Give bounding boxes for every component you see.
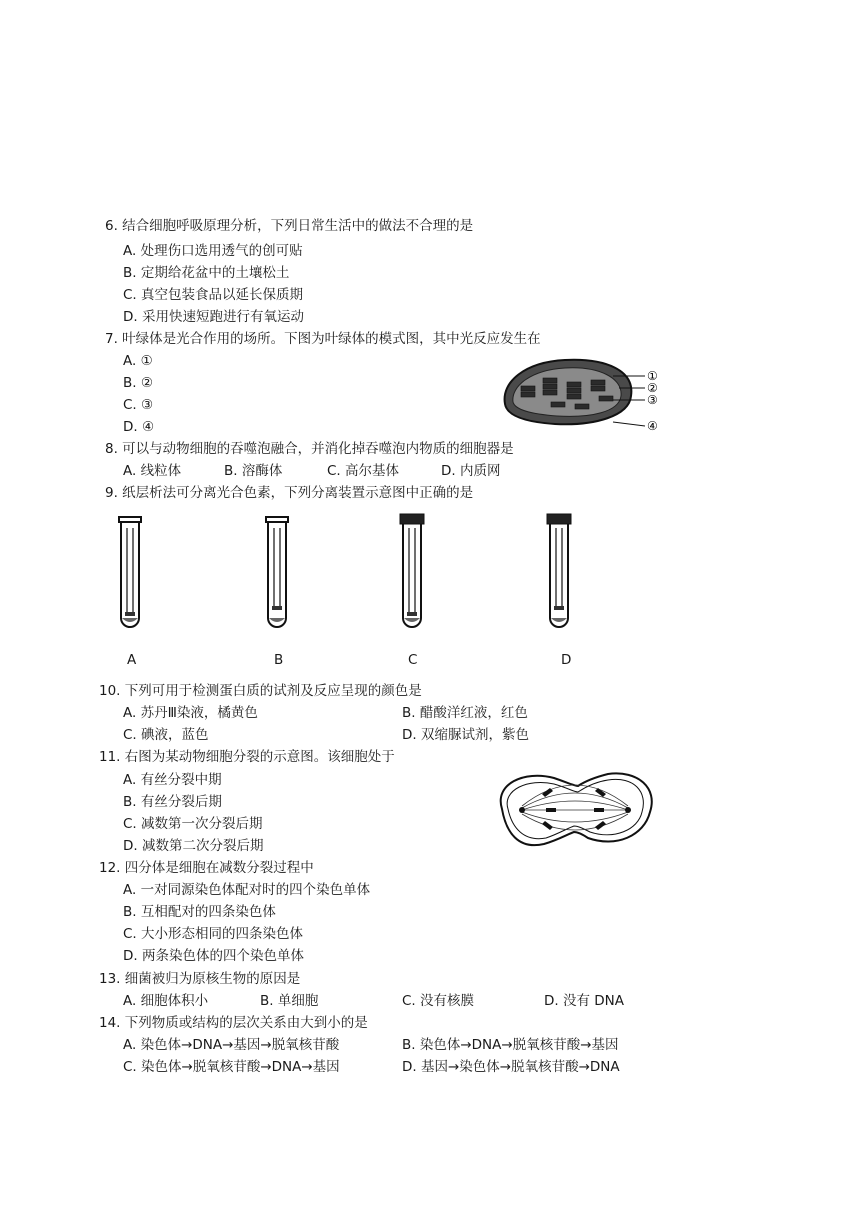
q10-option-b: B. 醋酸洋红液，红色 [402, 705, 528, 721]
q14-stem: 14. 下列物质或结构的层次关系由大到小的是 [99, 1015, 368, 1031]
test-tube-d [544, 512, 574, 632]
test-tube-b [262, 514, 292, 632]
q13-option-a: A. 细胞体积小 [123, 993, 209, 1009]
q6-option-d: D. 采用快速短跑进行有氧运动 [123, 309, 304, 325]
q6-option-a: A. 处理伤口选用透气的创可贴 [123, 243, 303, 259]
chloroplast-label-4: ④ [647, 419, 658, 433]
test-tube-c [397, 512, 427, 632]
q7-option-a: A. ① [123, 353, 153, 369]
q9-label-b: B [274, 652, 284, 668]
q13-option-c: C. 没有核膜 [402, 993, 475, 1009]
q9-label-a: A [127, 652, 137, 668]
chloroplast-label-2: ② [647, 381, 658, 395]
q12-stem: 12. 四分体是细胞在减数分裂过程中 [99, 860, 314, 876]
cell-division-figure [488, 764, 662, 854]
q12-option-a: A. 一对同源染色体配对时的四个染色单体 [123, 882, 371, 898]
q8-option-c: C. 高尔基体 [327, 463, 400, 479]
q14-option-c: C. 染色体→脱氧核苷酸→DNA→基因 [123, 1059, 340, 1075]
q12-option-c: C. 大小形态相同的四条染色体 [123, 926, 304, 942]
q12-option-d: D. 两条染色体的四个染色单体 [123, 948, 304, 964]
q14-option-b: B. 染色体→DNA→脱氧核苷酸→基因 [402, 1037, 619, 1053]
q6-option-c: C. 真空包装食品以延长保质期 [123, 287, 304, 303]
q14-option-d: D. 基因→染色体→脱氧核苷酸→DNA [402, 1059, 620, 1075]
q10-option-c: C. 碘液，蓝色 [123, 727, 209, 743]
q10-option-d: D. 双缩脲试剂，紫色 [402, 727, 529, 743]
q13-option-b: B. 单细胞 [260, 993, 319, 1009]
q13-stem: 13. 细菌被归为原核生物的原因是 [99, 971, 301, 987]
q11-option-c: C. 减数第一次分裂后期 [123, 816, 263, 832]
q11-option-b: B. 有丝分裂后期 [123, 794, 222, 810]
q8-stem: 8. 可以与动物细胞的吞噬泡融合，并消化掉吞噬泡内物质的细胞器是 [105, 441, 514, 457]
q7-stem: 7. 叶绿体是光合作用的场所。下图为叶绿体的模式图，其中光反应发生在 [105, 331, 541, 347]
chloroplast-figure [495, 352, 675, 436]
q9-label-c: C [408, 652, 418, 668]
q10-option-a: A. 苏丹Ⅲ染液，橘黄色 [123, 705, 258, 721]
q7-option-b: B. ② [123, 375, 153, 391]
q8-option-d: D. 内质网 [441, 463, 501, 479]
q8-option-b: B. 溶酶体 [224, 463, 283, 479]
test-tube-a [115, 514, 145, 632]
q6-stem: 6. 结合细胞呼吸原理分析，下列日常生活中的做法不合理的是 [105, 218, 474, 234]
q8-option-a: A. 线粒体 [123, 463, 182, 479]
chloroplast-label-1: ① [647, 369, 658, 383]
q9-label-d: D [561, 652, 572, 668]
q11-stem: 11. 右图为某动物细胞分裂的示意图。该细胞处于 [99, 749, 395, 765]
q7-option-d: D. ④ [123, 419, 155, 435]
q9-stem: 9. 纸层析法可分离光合色素，下列分离装置示意图中正确的是 [105, 485, 474, 501]
q11-option-a: A. 有丝分裂中期 [123, 772, 222, 788]
chloroplast-label-3: ③ [647, 393, 658, 407]
q10-stem: 10. 下列可用于检测蛋白质的试剂及反应呈现的颜色是 [99, 683, 422, 699]
q11-option-d: D. 减数第二次分裂后期 [123, 838, 264, 854]
q13-option-d: D. 没有 DNA [544, 993, 624, 1009]
q7-option-c: C. ③ [123, 397, 154, 413]
q14-option-a: A. 染色体→DNA→基因→脱氧核苷酸 [123, 1037, 340, 1053]
q6-option-b: B. 定期给花盆中的土壤松土 [123, 265, 290, 281]
q12-option-b: B. 互相配对的四条染色体 [123, 904, 276, 920]
